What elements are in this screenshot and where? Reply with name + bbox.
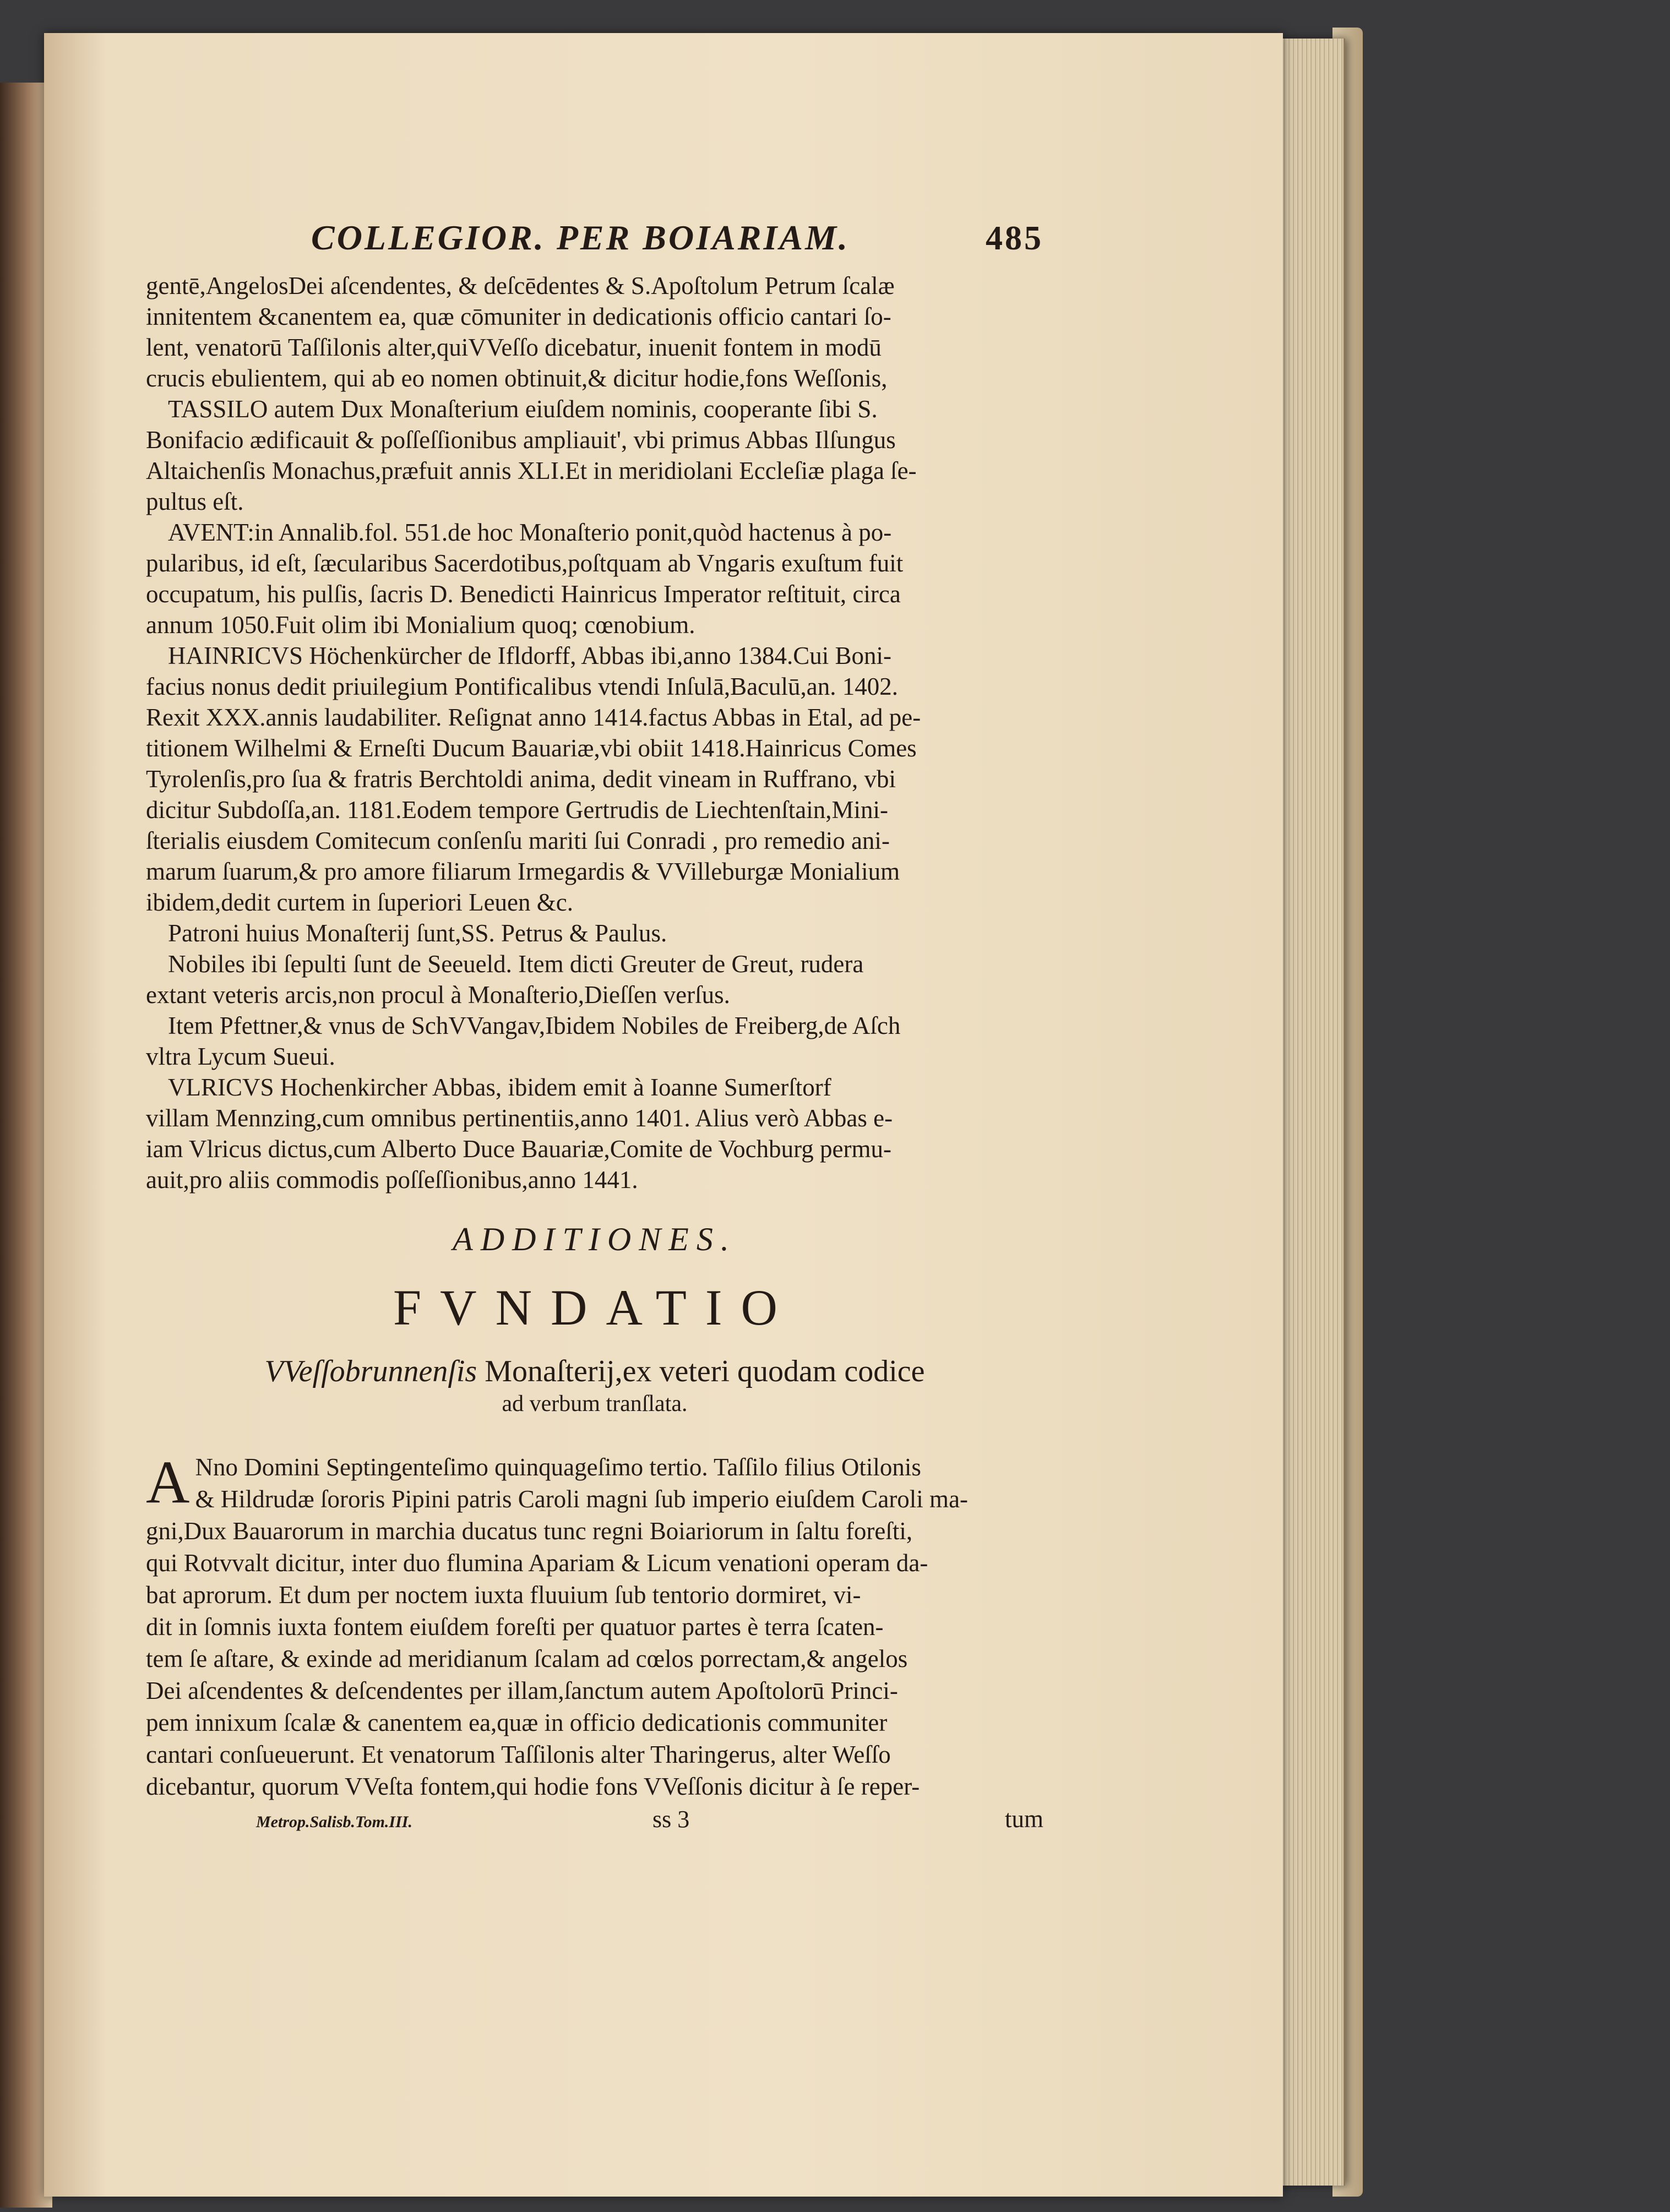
text-line: Nobiles ibi ſepulti ſunt de Seeueld. Item dicti Greuter de Greut, rudera — [168, 950, 864, 978]
text-line: facius nonus dedit priuilegium Pontificalibus vtendi Inſulā,Baculū,an. 1402. — [146, 673, 899, 700]
page-stack-edges — [1277, 39, 1345, 2186]
text-line: Bonifacio ædificauit & poſſeſſionibus ampliauit', vbi primus Abbas Ilſungus — [146, 426, 896, 454]
text-line: occupatum, his pulſis, ſacris D. Benedicti Hainricus Imperator reſtituit, circa — [146, 580, 901, 608]
text-line: pem innixum ſcalæ & canentem ea,quæ in officio dedicationis communiter — [146, 1709, 888, 1736]
catchword: tum — [1004, 1805, 1043, 1833]
signature-mark: ss 3 — [652, 1806, 690, 1833]
text-line: extant veteris arcis,non procul à Monaſterio,Dieſſen verſus. — [146, 981, 730, 1009]
text-line: bat aprorum. Et dum per noctem iuxta fluuium ſub tentorio dormiret, vi- — [146, 1581, 861, 1609]
text-line: gentē,AngelosDei aſcendentes, & deſcēdentes & S.Apoſtolum Petrum ſcalæ — [146, 272, 895, 299]
fundatio-subtitle-line2: ad verbum tranſlata. — [502, 1391, 688, 1416]
drop-cap: A — [146, 1448, 190, 1516]
running-title: COLLEGIOR. PER BOIARIAM. — [311, 218, 850, 257]
text-line: marum ſuarum,& pro amore filiarum Irmegardis & VVilleburgæ Monialium — [146, 858, 900, 885]
text-line: annum 1050.Fuit olim ibi Monialium quoq; cœnobium. — [146, 611, 695, 639]
text-line: auit,pro aliis commodis poſſeſſionibus,anno 1441. — [146, 1166, 638, 1194]
text-line: AVENT:in Annalib.fol. 551.de hoc Monaſterio ponit,quòd hactenus à po- — [168, 519, 892, 546]
fundatio-title: FVNDATIO — [393, 1279, 796, 1336]
text-line: Nno Domini Septingenteſimo quinquageſimo tertio. Taſſilo filius Otilonis — [195, 1453, 921, 1481]
additiones-heading: ADDITIONES. — [453, 1221, 737, 1257]
text-line: Dei aſcendentes & deſcendentes per illam,ſanctum autem Apoſtolorū Princi- — [146, 1677, 898, 1704]
footer-reference: Metrop.Salisb.Tom.III. — [256, 1813, 412, 1831]
text-line: VLRICVS Hochenkircher Abbas, ibidem emit à Ioanne Sumerſtorf — [168, 1074, 831, 1101]
text-line: dicitur Subdoſſa,an. 1181.Eodem tempore Gertrudis de Liechtenſtain,Mini- — [146, 796, 889, 824]
page-text — [146, 217, 1043, 1833]
text-line: qui Rotvvalt dicitur, inter duo flumina Apariam & Licum venationi operam da- — [146, 1549, 928, 1577]
text-line: cantari conſueuerunt. Et venatorum Taſſilonis alter Tharingerus, alter Weſſo — [146, 1741, 891, 1768]
text-line: titionem Wilhelmi & Erneſti Ducum Bauariæ,vbi obiit 1418.Hainricus Comes — [146, 734, 917, 762]
text-line: Tyrolenſis,pro ſua & fratris Berchtoldi anima, dedit vineam in Ruffrano, vbi — [146, 765, 896, 793]
text-line: Rexit XXX.annis laudabiliter. Reſignat anno 1414.factus Abbas in Etal, ad pe- — [146, 704, 921, 731]
subtitle-italic: VVeſſobrunnenſis — [264, 1354, 477, 1388]
page-number: 485 — [986, 220, 1043, 257]
fundatio-subtitle — [146, 1353, 1043, 1390]
text-line: tem ſe aſtare, & exinde ad meridianum ſcalam ad cœlos porrectam,& angelos — [146, 1645, 908, 1672]
text-line: dicebantur, quorum VVeſta fontem,qui hodie fons VVeſſonis dicitur à ſe reper- — [146, 1773, 920, 1800]
text-line: ſterialis eiusdem Comitecum conſenſu mariti ſui Conradi , pro remedio ani- — [146, 827, 890, 854]
text-line: HAINRICVS Höchenkürcher de Ifldorff, Abbas ibi,anno 1384.Cui Boni- — [168, 642, 891, 669]
text-line: pultus eſt. — [146, 488, 244, 515]
text-line: ibidem,dedit curtem in ſuperiori Leuen &c. — [146, 889, 574, 916]
text-line: pularibus, id eſt, ſæcularibus Sacerdotibus,poſtquam ab Vngaris exuſtum fuit — [146, 549, 904, 577]
text-line: innitentem &canentem ea, quæ cōmuniter in dedicationis officio cantari ſo- — [146, 303, 891, 330]
text-line: Altaichenſis Monachus,præfuit annis XLI.Et in meridiolani Eccleſiæ plaga ſe- — [146, 457, 917, 484]
subtitle-rest: Monaſterij,ex veteri quodam codice — [477, 1354, 925, 1388]
text-line: & Hildrudæ ſororis Pipini patris Caroli magni ſub imperio eiuſdem Caroli ma- — [195, 1485, 969, 1513]
running-header — [146, 217, 1043, 258]
text-line: gni,Dux Bauarorum in marchia ducatus tunc regni Boiariorum in ſaltu foreſti, — [146, 1517, 913, 1545]
text-line: dit in ſomnis iuxta fontem eiuſdem foreſti per quatuor partes è terra ſcaten- — [146, 1613, 884, 1641]
page-footer — [146, 1805, 1043, 1833]
text-line: TASSILO autem Dux Monaſterium eiuſdem nominis, cooperante ſibi S. — [168, 395, 878, 423]
text-line: villam Mennzing,cum omnibus pertinentiis,anno 1401. Alius verò Abbas e- — [146, 1104, 893, 1132]
text-line: crucis ebulientem, qui ab eo nomen obtinuit,& dicitur hodie,fons Weſſonis, — [146, 364, 888, 392]
section-2 — [146, 1448, 1043, 1802]
text-line: lent, venatorū Taſſilonis alter,quiVVeſſo dicebatur, inuenit fontem in modū — [146, 334, 882, 361]
section-1 — [146, 270, 1043, 1195]
text-line: Patroni huius Monaſterij ſunt,SS. Petrus & Paulus. — [168, 919, 667, 947]
text-line: Item Pfettner,& vnus de SchVVangav,Ibidem Nobiles de Freiberg,de Aſch — [168, 1012, 901, 1039]
text-line: vltra Lycum Sueui. — [146, 1043, 335, 1070]
text-line: iam Vlricus dictus,cum Alberto Duce Bauariæ,Comite de Vochburg permu- — [146, 1135, 891, 1163]
